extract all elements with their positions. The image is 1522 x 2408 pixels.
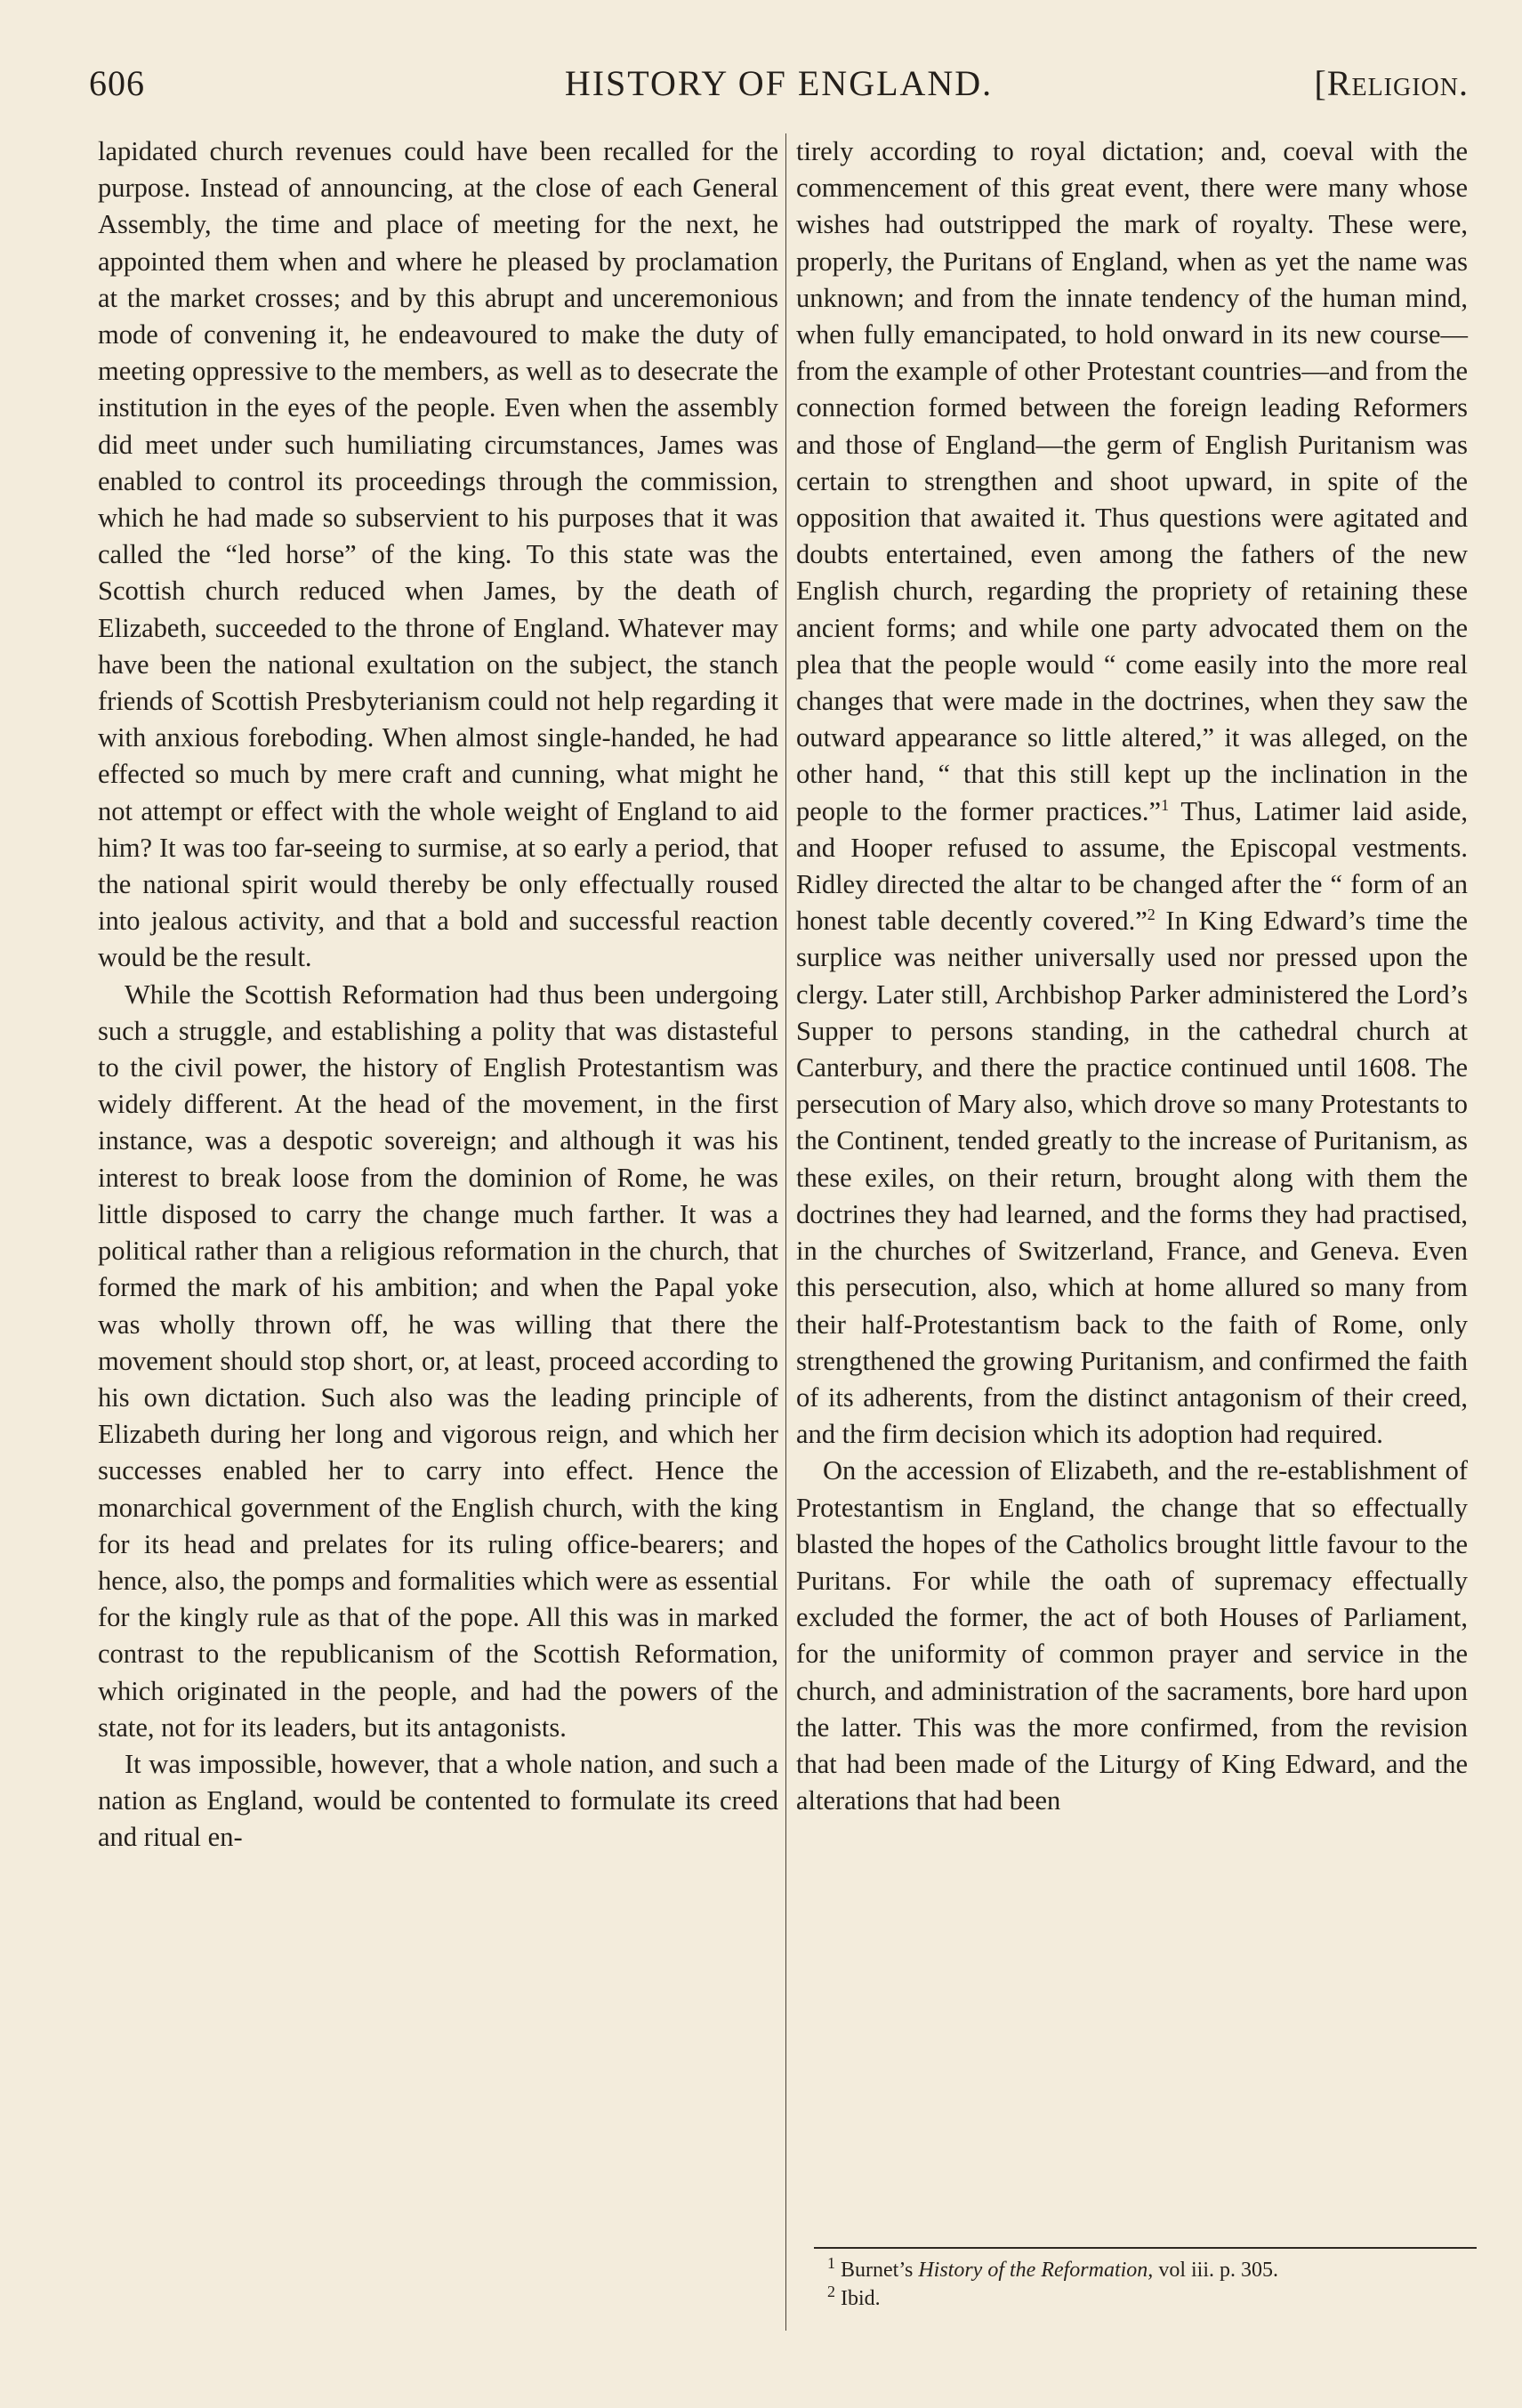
running-header	[89, 62, 1469, 116]
footnotes	[827, 2256, 1468, 2313]
paragraph: lapidated church revenues could have been recalled for the purpose. Instead of announcing, at the close of each General Assembly, the time and place of meeting for the next, he appointed them when and where he pleased by proclamation at the market crosses; and by this abrupt and unceremonious mode of convening it, he endeavoured to make the duty of meeting oppressive to the members, as well as to desecrate the institution in the eyes of the people. Even when the assembly did meet under such humiliating circumstances, James was enabled to control its proceedings through the commission, which he had made so subservient to his purposes that it was called the “led horse” of the king. To this state was the Scottish church reduced when James, by the death of Elizabeth, succeeded to the throne of England. Whatever may have been the national exultation on the subject, the stanch friends of Scottish Presbyterianism could not help regarding it with anxious foreboding. When almost single-handed, he had effected so much by mere craft and cunning, what might he not attempt or effect with the whole weight of England to aid him? It was too far-seeing to surmise, at so early a period, that the national spirit would thereby be only effectually roused into jealous activity, and that a bold and successful reaction would be the result.	[98, 136, 778, 973]
paragraph-text: In King Edward’s time the surplice was neither universally used nor pressed upon the clergy. Later still, Archbishop Parker administered the Lord’s Supper to persons standing, in the cathedral church at Canterbury, and there the practice continued until 1608. The persecution of Mary also, which drove so many Protestants to the Continent, tended greatly to the increase of Puritanism, as these exiles, on their return, brought along with them the doctrines they had learned, and the forms they had practised, in the churches of Switzerland, France, and Geneva. Even this persecution, also, which at home allured so many from their half-Protestantism back to the faith of Rome, only strengthened the growing Puritanism, and confirmed the faith of its adherents, from the distinct antagonism of their creed, and the firm decision which its adoption had required.	[796, 906, 1468, 1450]
footnote-ref: 1	[1161, 795, 1170, 814]
page-number: 606	[89, 63, 145, 103]
footnote-title: History of the Reformation,	[918, 2259, 1154, 2282]
paragraph	[796, 133, 1468, 1453]
footnote-number: 2	[827, 2283, 835, 2300]
footnote-ref: 2	[1147, 906, 1156, 924]
footnote-number: 1	[827, 2254, 835, 2272]
footnote-divider	[814, 2247, 1477, 2249]
running-title: HISTORY OF ENGLAND.	[564, 63, 994, 103]
footnote-text: vol iii. p. 305.	[1153, 2259, 1278, 2282]
footnote	[827, 2256, 1468, 2284]
right-column	[796, 133, 1468, 1819]
paragraph-text: tirely according to royal dictation; and, coeval with the commencement of this great event, there were many whose wishes had outstripped the mark of royalty. These were, properly, the Puritans of England, when as yet the name was unknown; and from the innate tendency of the human mind, when fully emancipated, to hold onward in its new course—from the example of other Protestant countries—and from the connection formed between the foreign leading Reformers and those of England—the germ of English Puritanism was certain to strengthen and shoot upward, in spite of the opposition that awaited it. Thus questions were agitated and doubts entertained, even among the fathers of the new English church, regarding the propriety of retaining these ancient forms; and while one party advocated them on the plea that the people would “ come easily into the more real changes that were made in the doctrines, when they saw the outward appearance so little altered,” it was alleged, on the other hand, “ that this still kept up the inclination in the people to the former practices.”	[796, 136, 1468, 826]
paragraph-text: Thus, Latimer laid aside, and Hooper refused to assume, the Episcopal vestments. Ridley directed the altar to be changed after the “ form of an honest table decently covered.”	[796, 795, 1468, 937]
column-divider	[785, 133, 786, 2331]
paragraph: It was impossible, however, that a whole nation, and such a nation as England, would be contented to formulate its creed and ritual en-	[98, 1748, 778, 1853]
footnote-text: Burnet’s	[835, 2259, 919, 2282]
left-column	[98, 133, 778, 1856]
paragraph: On the accession of Elizabeth, and the re-establishment of Protestantism in England, the change that so effectually blasted the hopes of the Catholics brought little favour to the Puritans. For while the oath of supremacy effectually excluded the former, the act of both Houses of Parliament, for the uniformity of common prayer and service in the church, and administration of the sacraments, bore hard upon the latter. This was the more confirmed, from the revision that had been made of the Liturgy of King Edward, and the alterations that had been	[796, 1455, 1468, 1816]
footnote	[827, 2284, 1468, 2313]
footnote-text: Ibid.	[835, 2287, 881, 2310]
paragraph: While the Scottish Reformation had thus been undergoing such a struggle, and establishing a polity that was distasteful to the civil power, the history of English Protestantism was widely different. At the head of the movement, in the first instance, was a despotic sovereign; and although it was his interest to break loose from the dominion of Rome, he was little disposed to carry the change much farther. It was a political rather than a religious reformation in the church, that formed the mark of his ambition; and when the Papal yoke was wholly thrown off, he was willing that there the movement should stop short, or, at least, proceed according to his own dictation. Such also was the leading principle of Elizabeth during her long and vigorous reign, and which her successes enabled her to carry into effect. Hence the monarchical government of the English church, with the king for its head and prelates for its ruling office-bearers; and hence, also, the pomps and formalities which were as essential for the kingly rule as that of the pope. All this was in marked contrast to the republicanism of the Scottish Reformation, which originated in the people, and had the powers of the state, not for its leaders, but its antagonists.	[98, 979, 778, 1743]
section-label: [Religion.	[1314, 63, 1469, 103]
